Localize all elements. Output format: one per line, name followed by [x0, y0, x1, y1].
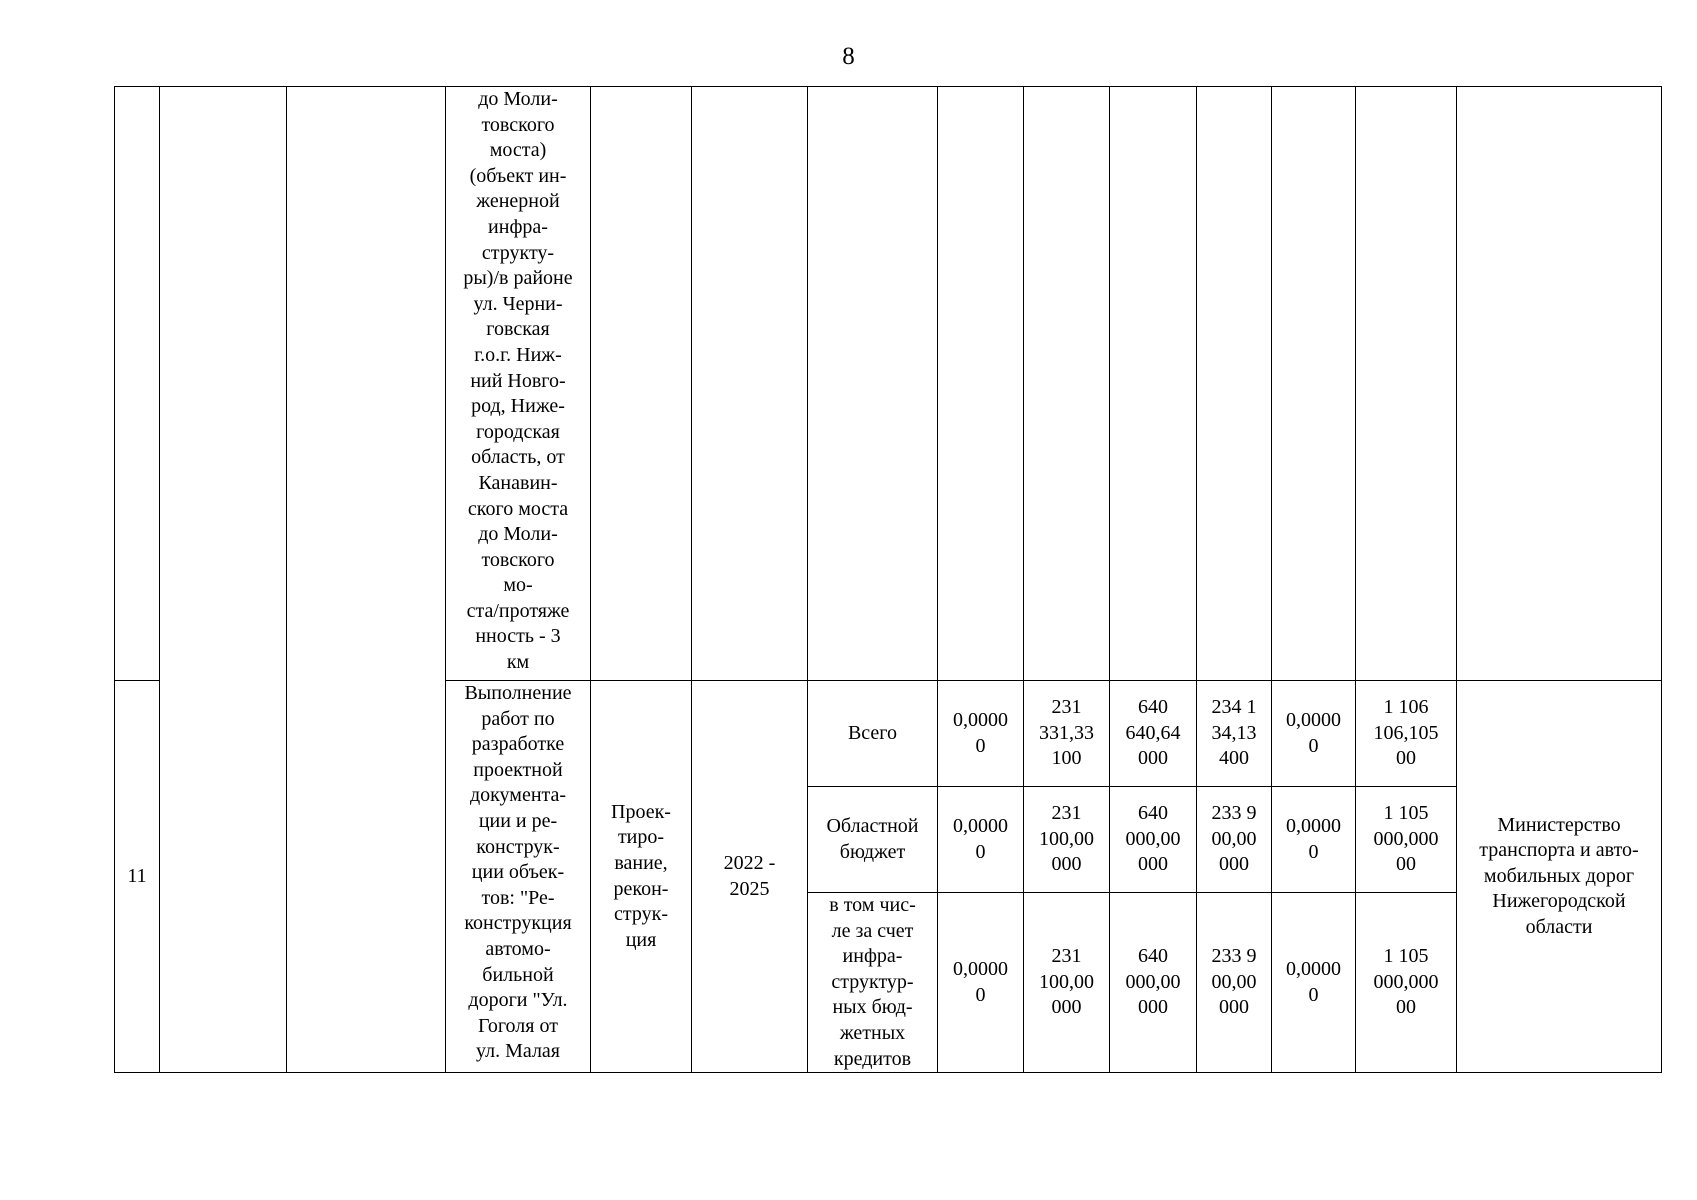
value-cell [1272, 893, 1356, 1073]
row-number-cell [115, 87, 160, 681]
object-name-cell [446, 87, 591, 681]
source-cell [808, 787, 938, 893]
value-cell [938, 893, 1024, 1073]
source-label: Областной бюджет [826, 814, 919, 863]
work-type-text: Проек- тиро- вание, рекон- струк- ция [611, 800, 671, 951]
funding-value: 640 000,00 000 [1125, 945, 1181, 1019]
funding-value: 1 105 000,000 00 [1373, 945, 1439, 1019]
value-cell [1272, 87, 1356, 681]
responsible-cell [1457, 681, 1662, 1073]
period-cell [692, 681, 808, 1073]
value-cell [938, 681, 1024, 787]
merged-cell [287, 87, 446, 1073]
value-cell [1110, 681, 1197, 787]
funding-value: 640 000,00 000 [1125, 802, 1181, 876]
responsible-text: Министерство транспорта и авто- мобильных дорог Нижегородской области [1479, 813, 1639, 938]
value-cell [1024, 787, 1110, 893]
value-cell [1024, 681, 1110, 787]
funding-value: 231 331,33 100 [1039, 696, 1094, 770]
funding-value: 233 9 00,00 000 [1211, 802, 1257, 876]
value-cell [1024, 87, 1110, 681]
value-cell [1197, 893, 1272, 1073]
funding-value: 1 106 106,105 00 [1373, 696, 1439, 770]
funding-value: 231 100,00 000 [1039, 945, 1094, 1019]
value-cell [1356, 87, 1457, 681]
merged-cell [160, 87, 287, 1073]
funding-table [114, 86, 1662, 1073]
source-cell [808, 87, 938, 681]
funding-value: 0,0000 0 [953, 814, 1008, 863]
value-cell [1356, 893, 1457, 1073]
period-text: 2022 - 2025 [723, 851, 776, 900]
source-label: в том чис- ле за счет инфра- структур- ных бюд- жетных кредитов [829, 894, 916, 1070]
funding-value: 640 640,64 000 [1125, 696, 1181, 770]
period-cell [692, 87, 808, 681]
work-type-cell [591, 87, 692, 681]
value-cell [1110, 87, 1197, 681]
source-label: Всего [847, 721, 898, 744]
funding-value: 0,0000 0 [1286, 814, 1341, 863]
value-cell [1197, 681, 1272, 787]
funding-value: 0,0000 0 [1286, 708, 1341, 757]
value-cell [1356, 787, 1457, 893]
source-cell [808, 893, 938, 1073]
value-cell [1110, 893, 1197, 1073]
value-cell [1356, 681, 1457, 787]
value-cell [1024, 893, 1110, 1073]
value-cell [1197, 87, 1272, 681]
value-cell [938, 87, 1024, 681]
object-name-text: до Моли- товского моста) (объект ин- женерной инфра- структу- ры)/в районе ул. Черни- говская г.о.г. Ниж- ний Новго- род, Ниже- городская область, от Канавин- ского моста до Моли- товского мо- ста/протяже нность - 3 км [463, 88, 573, 674]
funding-value: 0,0000 0 [1286, 957, 1341, 1006]
funding-value: 234 1 34,13 400 [1211, 696, 1257, 770]
object-name-cell [446, 681, 591, 1073]
responsible-cell [1457, 87, 1662, 681]
value-cell [1272, 681, 1356, 787]
value-cell [1197, 787, 1272, 893]
value-cell [938, 787, 1024, 893]
work-type-cell [591, 681, 692, 1073]
table-row-continuation [115, 87, 1662, 681]
source-cell [808, 681, 938, 787]
value-cell [1110, 787, 1197, 893]
object-name-text: Выполнение работ по разработке проектной документа- ции и ре- конструк- ции объек- тов: "Ре- конструкция автомо- бильной дороги "Ул. Гоголя от ул. Малая [464, 682, 572, 1063]
row-number-cell [115, 681, 160, 1073]
value-cell [1272, 787, 1356, 893]
funding-value: 231 100,00 000 [1039, 802, 1094, 876]
funding-value: 1 105 000,000 00 [1373, 802, 1439, 876]
page-number: 8 [842, 43, 855, 70]
funding-value: 233 9 00,00 000 [1211, 945, 1257, 1019]
funding-value: 0,0000 0 [953, 708, 1008, 757]
row-number: 11 [127, 864, 147, 887]
funding-value: 0,0000 0 [953, 957, 1008, 1006]
